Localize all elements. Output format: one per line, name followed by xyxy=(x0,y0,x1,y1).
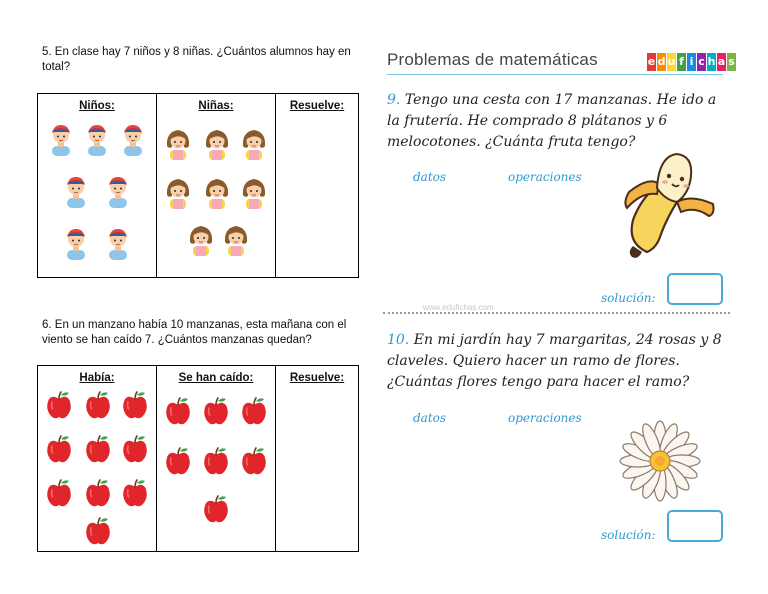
problem-9-number: 9. xyxy=(387,92,401,108)
apple-icon xyxy=(85,516,111,546)
problem-10 xyxy=(387,330,723,393)
logo-letter: h xyxy=(707,53,716,71)
apple-icon xyxy=(85,434,111,464)
datos-label: datos xyxy=(413,170,447,184)
worksheet-panel xyxy=(383,40,735,560)
resuelve-header: Resuelve: xyxy=(289,100,345,112)
logo-letter: d xyxy=(657,53,666,71)
edufichas-logo xyxy=(647,53,736,71)
apple-icon xyxy=(165,446,191,476)
boy-icon xyxy=(64,226,88,260)
datos-label: datos xyxy=(413,411,447,425)
boy-icon xyxy=(85,122,109,156)
boy-icon xyxy=(106,226,130,260)
apple-icon xyxy=(122,390,148,420)
habia-header: Había: xyxy=(79,372,115,384)
boy-icon xyxy=(64,174,88,208)
logo-letter: e xyxy=(647,53,656,71)
girl-icon xyxy=(241,175,267,209)
apple-icon xyxy=(241,396,267,426)
boy-icon xyxy=(49,122,73,156)
apple-icon xyxy=(122,478,148,508)
boys-column xyxy=(38,94,157,277)
habia-column xyxy=(38,366,157,551)
apple-icon xyxy=(122,434,148,464)
logo-letter: a xyxy=(717,53,726,71)
logo-letter: c xyxy=(697,53,706,71)
apple-icon xyxy=(85,390,111,420)
problem-10-text: En mi jardín hay 7 margaritas, 24 rosas y 8 claveles. Quiero hacer un ramo de flores. ¿Cuántas flores tengo para hacer el ramo? xyxy=(387,332,722,390)
question-6-text: 6. En un manzano había 10 manzanas, esta mañana con el viento se han caído 7. ¿Cuántos manzanas quedan? xyxy=(42,319,347,346)
question-5-table xyxy=(37,93,359,278)
apple-icon xyxy=(46,478,72,508)
solution-box-9[interactable] xyxy=(667,273,723,305)
girls-header: Niñas: xyxy=(198,100,234,112)
girls-column xyxy=(157,94,276,277)
resuelve-column[interactable] xyxy=(276,94,358,277)
boy-icon xyxy=(121,122,145,156)
fallen-header: Se han caído: xyxy=(178,372,254,384)
girl-icon xyxy=(204,175,230,209)
apple-icon xyxy=(46,390,72,420)
problem-9 xyxy=(387,90,723,153)
banana-icon xyxy=(619,148,719,266)
logo-letter: u xyxy=(667,53,676,71)
logo-letter: s xyxy=(727,53,736,71)
solucion-label: solución: xyxy=(601,291,656,305)
resuelve-column[interactable] xyxy=(276,366,358,551)
section-divider xyxy=(383,312,730,314)
question-6-table xyxy=(37,365,359,552)
girl-icon xyxy=(204,126,230,160)
fallen-column xyxy=(157,366,276,551)
boy-icon xyxy=(106,174,130,208)
problem-10-number: 10. xyxy=(387,332,410,348)
solution-box-10[interactable] xyxy=(667,510,723,542)
daisy-icon xyxy=(615,416,705,506)
question-5-text: 5. En clase hay 7 niños y 8 niñas. ¿Cuántos alumnos hay en total? xyxy=(42,46,351,73)
watermark: www.edufichas.com xyxy=(423,303,494,312)
apple-icon xyxy=(203,396,229,426)
apple-icon xyxy=(165,396,191,426)
logo-letter: f xyxy=(677,53,686,71)
solucion-label: solución: xyxy=(601,528,656,542)
operaciones-label: operaciones xyxy=(508,170,582,184)
problem-9-text: Tengo una cesta con 17 manzanas. He ido a la frutería. He comprado 8 plátanos y 6 melocotones. ¿Cuánta fruta tengo? xyxy=(387,92,717,150)
resuelve-header: Resuelve: xyxy=(289,372,345,384)
title-divider xyxy=(387,74,723,75)
apple-icon xyxy=(203,446,229,476)
girl-icon xyxy=(188,222,214,256)
girl-icon xyxy=(165,126,191,160)
operaciones-label: operaciones xyxy=(508,411,582,425)
logo-letter: i xyxy=(687,53,696,71)
boys-header: Niños: xyxy=(79,100,115,112)
apple-icon xyxy=(46,434,72,464)
worksheet-title: Problemas de matemáticas xyxy=(387,50,598,69)
apple-icon xyxy=(241,446,267,476)
girl-icon xyxy=(241,126,267,160)
apple-icon xyxy=(85,478,111,508)
girl-icon xyxy=(223,222,249,256)
apple-icon xyxy=(203,494,229,524)
girl-icon xyxy=(165,175,191,209)
